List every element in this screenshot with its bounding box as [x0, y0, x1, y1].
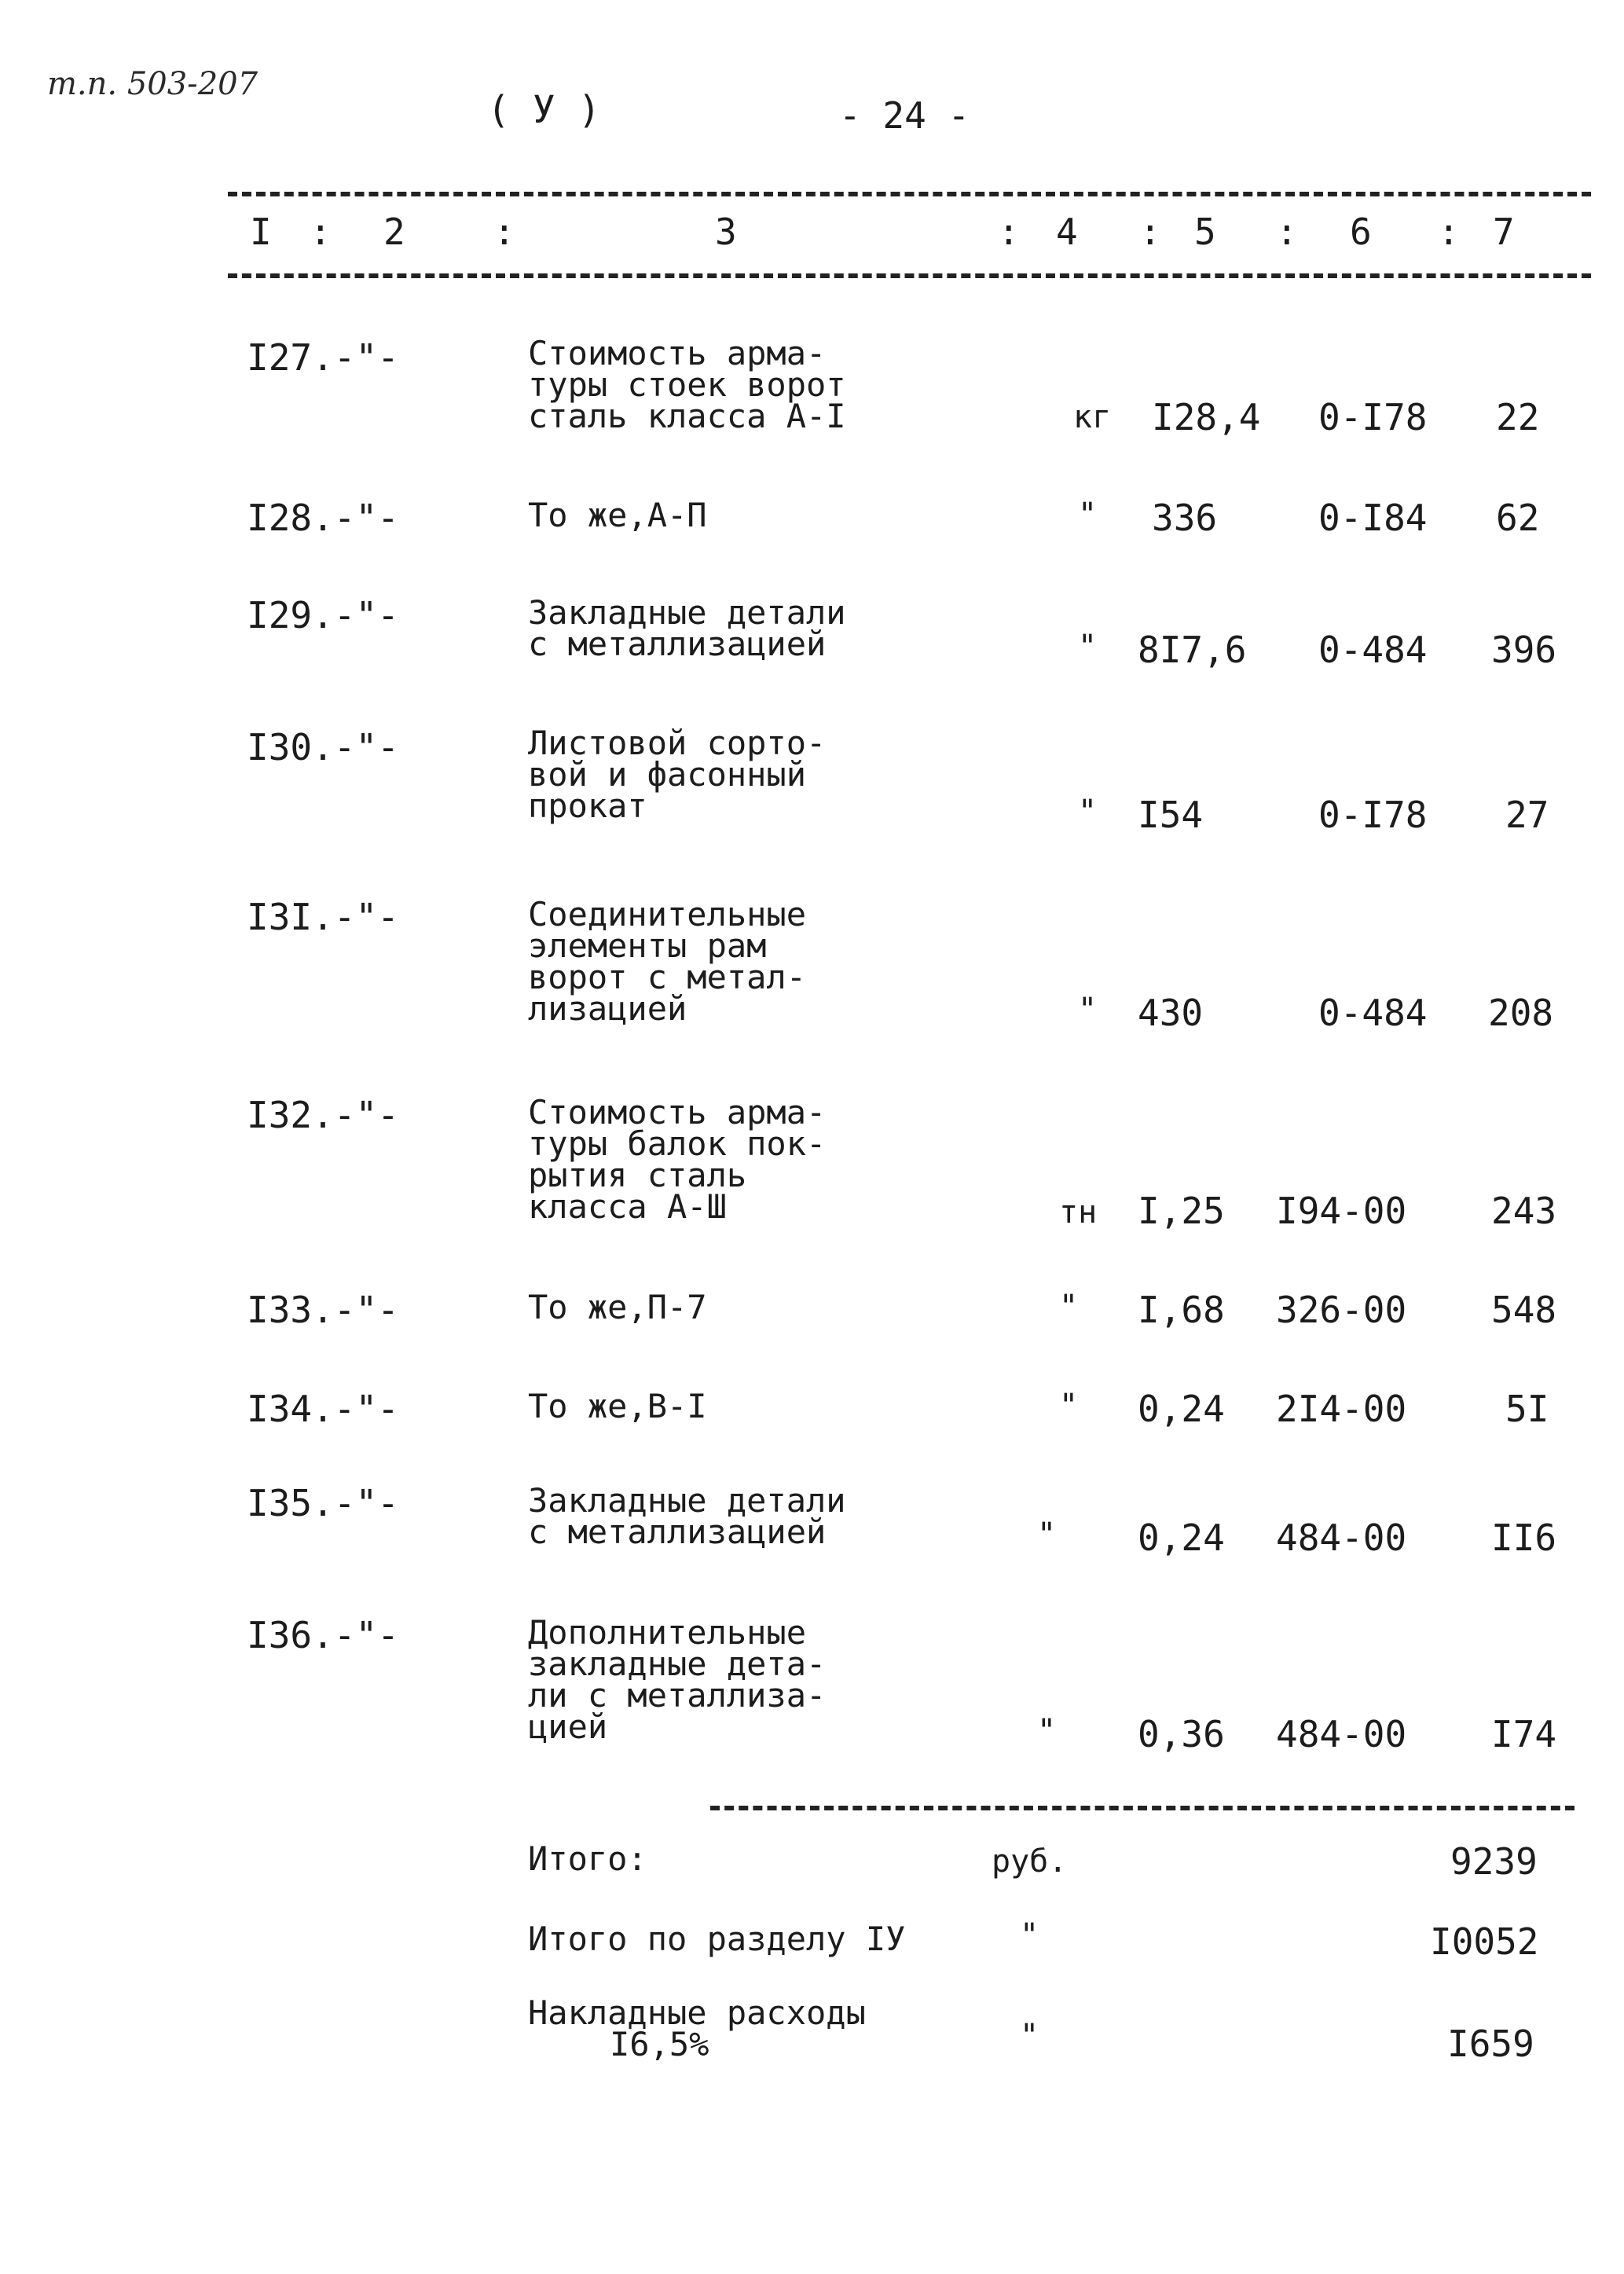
row-number: I30.-"-: [247, 726, 399, 768]
description-line: туры стоек ворот: [528, 365, 846, 404]
description-line: ли с металлиза-: [528, 1676, 827, 1715]
description-line: лизацией: [528, 989, 687, 1028]
totals-label: [528, 1993, 866, 2063]
price-cell: I94-00: [1276, 1190, 1407, 1232]
column-separator: :: [1276, 211, 1298, 253]
totals-value: 9239: [1450, 1840, 1538, 1883]
column-header-5: 5: [1194, 211, 1216, 253]
total-cell: 62: [1496, 497, 1540, 539]
row-description: [528, 1093, 827, 1226]
row-number: I3I.-"-: [247, 896, 399, 938]
total-cell: 243: [1491, 1190, 1557, 1232]
column-header-4: 4: [1056, 211, 1078, 253]
column-header-2: 2: [383, 211, 405, 253]
quantity-cell: 430: [1138, 992, 1204, 1034]
price-cell: 0-I78: [1318, 396, 1428, 438]
total-cell: 22: [1496, 396, 1540, 438]
totals-unit: ": [1020, 2018, 1039, 2054]
description-line: вой и фасонный: [528, 755, 807, 794]
description-line: Стоимость арма-: [528, 1093, 827, 1131]
unit-cell: кг: [1073, 399, 1112, 435]
row-description: [528, 724, 827, 825]
quantity-cell: 8I7,6: [1138, 629, 1247, 671]
unit-cell: ": [1037, 1713, 1057, 1749]
header-top-rule: [228, 192, 1591, 196]
unit-cell: ": [1078, 794, 1098, 830]
quantity-cell: 0,36: [1138, 1713, 1225, 1755]
totals-label: [528, 1920, 906, 1958]
column-header-3: 3: [715, 211, 737, 253]
description-line: прокат: [528, 787, 647, 825]
price-cell: 484-00: [1276, 1713, 1407, 1755]
totals-value: I0052: [1430, 1920, 1539, 1963]
price-cell: 2I4-00: [1276, 1388, 1407, 1430]
row-description: [528, 496, 707, 534]
column-header-1: I: [250, 211, 272, 253]
quantity-cell: I28,4: [1152, 396, 1261, 438]
unit-cell: ": [1037, 1517, 1057, 1553]
row-description: [528, 1288, 707, 1326]
row-number: I28.-"-: [247, 497, 399, 539]
unit-cell: ": [1059, 1388, 1079, 1424]
description-line: Закладные детали: [528, 593, 846, 632]
description-line: элементы рам: [528, 926, 767, 965]
page-number: - 24 -: [839, 94, 970, 137]
row-number: I33.-"-: [247, 1289, 399, 1331]
row-number: I34.-"-: [247, 1388, 399, 1430]
quantity-cell: 0,24: [1138, 1517, 1225, 1559]
description-line: сталь класса А-I: [528, 397, 846, 435]
totals-label-line: Накладные расходы: [528, 1993, 866, 2032]
description-line: рытия сталь: [528, 1156, 747, 1194]
description-line: Соединительные: [528, 895, 807, 933]
description-line: закладные дета-: [528, 1645, 827, 1683]
price-cell: 0-484: [1318, 629, 1428, 671]
row-description: [528, 1387, 707, 1425]
totals-unit: ": [1020, 1917, 1039, 1953]
description-line: с металлизацией: [528, 1513, 827, 1551]
total-cell: II6: [1491, 1517, 1557, 1559]
total-cell: 548: [1491, 1289, 1557, 1331]
description-line: класса А-Ш: [528, 1187, 727, 1226]
description-line: с металлизацией: [528, 625, 827, 663]
section-mark: ( У ): [487, 88, 601, 132]
total-cell: 208: [1488, 992, 1554, 1034]
quantity-cell: 336: [1152, 497, 1218, 539]
price-cell: 0-I84: [1318, 497, 1428, 539]
document-code: т.п. 503-207: [47, 66, 258, 102]
quantity-cell: I,68: [1138, 1289, 1225, 1331]
price-cell: 0-484: [1318, 992, 1428, 1034]
header-bottom-rule: [228, 273, 1591, 278]
column-separator: :: [998, 211, 1020, 253]
total-cell: 5I: [1505, 1388, 1549, 1430]
price-cell: 0-I78: [1318, 794, 1428, 836]
totals-label: [528, 1839, 647, 1878]
row-number: I27.-"-: [247, 336, 399, 379]
description-line: То же,В-I: [528, 1387, 707, 1425]
column-separator: :: [1139, 211, 1161, 253]
total-cell: I74: [1491, 1713, 1557, 1755]
description-line: ворот с метал-: [528, 958, 807, 996]
row-description: [528, 895, 807, 1028]
totals-rule: [710, 1806, 1575, 1810]
totals-label-line: Итого по разделу IУ: [528, 1920, 906, 1958]
description-line: То же,А-П: [528, 496, 707, 534]
row-description: [528, 1481, 846, 1551]
row-number: I36.-"-: [247, 1614, 399, 1656]
description-line: Стоимость арма-: [528, 334, 827, 372]
description-line: Дополнительные: [528, 1613, 807, 1652]
column-header-6: 6: [1350, 211, 1372, 253]
description-line: цией: [528, 1707, 608, 1746]
quantity-cell: 0,24: [1138, 1388, 1225, 1430]
row-description: [528, 593, 846, 663]
price-cell: 326-00: [1276, 1289, 1407, 1331]
row-number: I29.-"-: [247, 594, 399, 636]
totals-label-line: I6,5%: [610, 2025, 709, 2063]
unit-cell: ": [1059, 1289, 1079, 1325]
unit-cell: тн: [1059, 1194, 1098, 1231]
quantity-cell: I,25: [1138, 1190, 1225, 1232]
column-separator: :: [1438, 211, 1460, 253]
unit-cell: ": [1078, 497, 1098, 533]
quantity-cell: I54: [1138, 794, 1204, 836]
row-number: I35.-"-: [247, 1482, 399, 1524]
column-separator: :: [310, 211, 332, 253]
description-line: Закладные детали: [528, 1481, 846, 1520]
total-cell: 27: [1505, 794, 1549, 836]
column-separator: :: [493, 211, 515, 253]
row-description: [528, 1613, 827, 1746]
description-line: То же,П-7: [528, 1288, 707, 1326]
total-cell: 396: [1491, 629, 1557, 671]
row-description: [528, 334, 846, 435]
column-header-7: 7: [1493, 211, 1515, 253]
description-line: туры балок пок-: [528, 1124, 827, 1163]
description-line: Листовой сорто-: [528, 724, 827, 762]
price-cell: 484-00: [1276, 1517, 1407, 1559]
unit-cell: ": [1078, 629, 1098, 665]
row-number: I32.-"-: [247, 1094, 399, 1136]
totals-value: I659: [1447, 2023, 1534, 2065]
totals-label-line: Итого:: [528, 1839, 647, 1878]
totals-unit: руб.: [992, 1843, 1068, 1880]
unit-cell: ": [1078, 992, 1098, 1028]
